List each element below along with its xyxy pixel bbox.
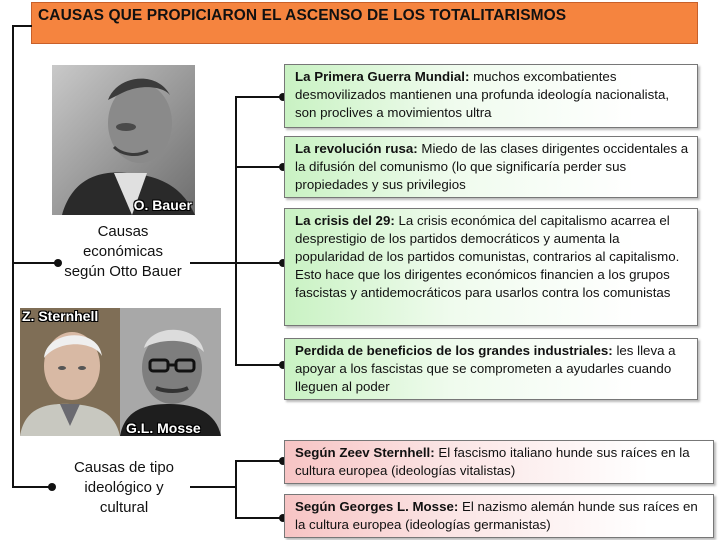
connector-economic-horizontal	[12, 262, 58, 264]
diagram-title: CAUSAS QUE PROPICIARON EL ASCENSO DE LOS TOTALITARISMOS	[31, 2, 698, 44]
portrait-bauer-graphic	[52, 65, 195, 215]
cause-heading: Perdida de beneficios de los grandes industriales:	[295, 343, 613, 358]
connector-ideological-dot	[48, 483, 56, 491]
portrait-sternhell-graphic	[20, 308, 120, 436]
connector-branch-1	[235, 96, 283, 98]
connector-ideological-horizontal	[12, 486, 52, 488]
cause-heading: Según Zeev Sternhell:	[295, 445, 435, 460]
cause-heading: La crisis del 29:	[295, 213, 395, 228]
cause-text: les lleva a apoyar a los fascistas que se comprometen a ayudarles cuando lleguen al poder	[295, 343, 676, 394]
cause-heading: La revolución rusa:	[295, 141, 418, 156]
connector-ideological-branch-vertical	[235, 460, 237, 519]
photo-otto-bauer	[52, 65, 195, 215]
connector-ideological-to-branch	[190, 486, 236, 488]
connector-economic-branch-vertical	[235, 96, 237, 364]
cause-box-crisis-29	[284, 208, 698, 326]
connector-economic-to-branch	[190, 262, 236, 264]
cause-box-russian-revolution	[284, 136, 698, 198]
cause-box-sternhell	[284, 440, 714, 484]
cause-text: Miedo de las clases dirigentes occidentales a la difusión del comunismo (lo que significaría perder sus propiedades y sus privilegios	[295, 141, 689, 192]
cause-box-ww1	[284, 64, 698, 128]
cause-heading: Según Georges L. Mosse:	[295, 499, 459, 514]
cause-text: La crisis económica del capitalismo acarrea el desprestigio de los partidos democráticos y aumenta la popularidad de los partidos comunistas, contrarios al capitalismo. Esto hace que los dirigentes económicos financien a los grupos fascistas y antidemocráticos para usarlos contra los comunistas	[295, 213, 680, 300]
connector-branch-4	[235, 364, 283, 366]
connector-title-stub	[12, 25, 32, 27]
caption-sternhell: Z. Sternhell	[22, 308, 99, 324]
cause-text: El fascismo italiano hunde sus raíces en la cultura europea (ideologías vitalistas)	[295, 445, 690, 478]
cause-heading: La Primera Guerra Mundial:	[295, 69, 470, 84]
photo-zeev-sternhell	[20, 308, 120, 436]
connector-economic-dot	[54, 259, 62, 267]
label-ideological-causes: Causas de tipo ideológico y cultural	[73, 459, 175, 516]
connector-branch-5	[235, 460, 283, 462]
cause-box-industrial-profits	[284, 338, 698, 400]
caption-mosse: G.L. Mosse	[126, 420, 201, 436]
connector-branch-6	[235, 517, 283, 519]
connector-main-vertical	[12, 25, 14, 487]
portrait-mosse-graphic	[120, 308, 221, 436]
cause-text: El nazismo alemán hunde sus raíces en la cultura europea (ideologías germanistas)	[295, 499, 698, 532]
connector-branch-2	[235, 166, 283, 168]
label-economic-causes: Causas económicas según Otto Bauer	[64, 223, 182, 280]
photo-george-mosse	[120, 308, 221, 436]
cause-text: muchos excombatientes desmovilizados mantienen una profunda ideología nacionalista, son proclives a movimientos ultra	[295, 69, 670, 120]
connector-branch-3	[235, 262, 283, 264]
cause-box-mosse	[284, 494, 714, 538]
caption-bauer: O. Bauer	[133, 197, 192, 213]
